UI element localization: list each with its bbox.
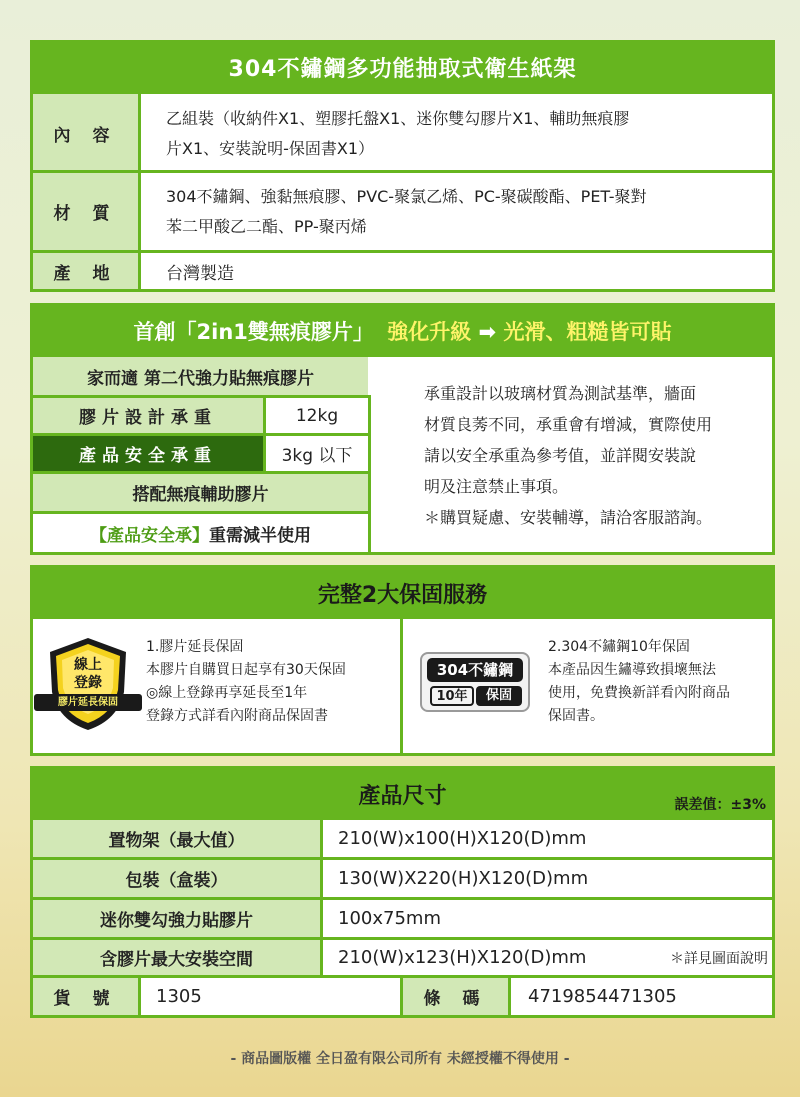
steel-warranty-text (548, 636, 770, 728)
spec-value-origin: 台灣製造 (166, 263, 234, 284)
adhesive-header: 家而適 第二代強力貼無痕膠片 (87, 368, 314, 389)
description-line: 材質良莠不同，承重會有增減，實際使用 (424, 415, 713, 434)
size-value-hook-pad: 100x75mm (338, 908, 441, 929)
size-value-install-space: 210(W)x123(H)X120(D)mm (338, 947, 587, 968)
item-no-label: 貨 號 (53, 989, 118, 1009)
warranty-line: 2.304不鏽鋼10年保固 (548, 639, 690, 655)
size-label-package: 包裝（盒裝） (125, 871, 228, 891)
warranty-line: ◎線上登錄再享延長至1年 (146, 685, 308, 701)
extended-warranty-text (146, 636, 396, 728)
description-line: 承重設計以玻璃材質為測試基準，牆面 (424, 384, 697, 403)
steel-warranty-badge (420, 652, 530, 712)
size-label-hook-pad: 迷你雙勾強力貼膠片 (100, 911, 253, 931)
warranty-line: 登錄方式詳看內附商品保固書 (146, 708, 328, 724)
size-divider (138, 978, 141, 1015)
description-line: 明及注意禁止事項。 (424, 477, 569, 496)
spec-label-origin: 產 地 (53, 263, 118, 284)
warranty-line: 1.膠片延長保固 (146, 639, 244, 655)
spec-title: 304不鏽鋼多功能抽取式衛生紙架 (228, 57, 577, 82)
spec-row-divider (33, 250, 773, 253)
half-load-note-highlight: 【產品安全承】 (90, 525, 209, 546)
aux-pad-label: 搭配無痕輔助膠片 (132, 485, 269, 505)
spec-label-content: 內 容 (53, 125, 118, 146)
adhesive-title-surfaces: 光滑、粗糙皆可貼 (503, 320, 672, 344)
spec-line: 304不鏽鋼、強黏無痕膠、PVC-聚氯乙烯、PC-聚碳酸酯、PET-聚對 (166, 187, 647, 206)
adhesive-title (30, 316, 775, 346)
size-value-package: 130(W)X220(H)X120(D)mm (338, 868, 589, 889)
warranty-divider (400, 619, 403, 756)
barcode-label: 條 碼 (423, 989, 488, 1009)
badge-line-2: 登錄 (74, 675, 102, 691)
badge-ribbon: 膠片延長保固 (34, 694, 142, 711)
adhesive-title-main: 首創「2in1雙無痕膠片」 (133, 320, 374, 344)
half-load-note-text: 重需減半使用 (209, 525, 311, 546)
item-no-value: 1305 (156, 986, 202, 1007)
safe-load-label: 產品安全承重 (79, 446, 217, 466)
size-label-install-space: 含膠片最大安裝空間 (100, 950, 253, 970)
spec-value-material (166, 182, 766, 242)
half-load-note (33, 514, 368, 552)
warranty-line: 保固書。 (548, 708, 604, 724)
size-value-rack: 210(W)x100(H)X120(D)mm (338, 828, 587, 849)
warranty-line: 使用，免費換新詳看內附商品 (548, 685, 730, 701)
warranty-line: 本產品因生鏽導致損壞無法 (548, 662, 716, 678)
design-load-label: 膠片設計承重 (79, 408, 217, 428)
size-divider (508, 978, 511, 1015)
barcode-value: 4719854471305 (528, 986, 677, 1007)
description-line: 請以安全承重為參考值，並詳閱安裝說 (424, 446, 697, 465)
size-label-rack: 置物架（最大值） (108, 831, 245, 851)
online-register-badge (38, 636, 138, 732)
arrow-right-icon: ➡ (478, 320, 497, 344)
safe-load-value: 3kg 以下 (281, 446, 353, 466)
size-tolerance: 誤差值：±3% (674, 797, 766, 813)
spec-value-content (166, 104, 766, 164)
spec-row-divider (33, 170, 773, 173)
adhesive-title-upgrade: 強化升級 (387, 320, 472, 344)
steel-badge-year: 10年 (430, 686, 474, 706)
warranty-line: 本膠片自購買日起享有30天保固 (146, 662, 346, 678)
warranty-title: 完整2大保固服務 (317, 583, 488, 608)
spec-label-material: 材 質 (53, 204, 118, 224)
description-line: ＊購買疑慮、安裝輔導，請洽客服諮詢。 (424, 508, 713, 527)
size-title: 產品尺寸 (358, 784, 447, 809)
design-load-value: 12kg (295, 405, 339, 426)
spec-line: 乙組裝（收納件X1、塑膠托盤X1、迷你雙勾膠片X1、輔助無痕膠 (166, 109, 630, 128)
steel-badge-top: 304不鏽鋼 (427, 658, 523, 682)
badge-line-1: 線上 (74, 657, 102, 673)
copyright-footer: - 商品圖版權 全日盈有限公司所有 未經授權不得使用 - (230, 1051, 570, 1067)
spec-line: 片X1、安裝說明-保固書X1） (166, 139, 375, 158)
steel-badge-word: 保固 (476, 686, 522, 706)
adhesive-description (424, 378, 769, 533)
spec-line: 苯二甲酸乙二酯、PP-聚丙烯 (166, 217, 367, 236)
size-install-note: ＊詳見圖面說明 (670, 950, 768, 967)
spec-divider (138, 94, 141, 289)
